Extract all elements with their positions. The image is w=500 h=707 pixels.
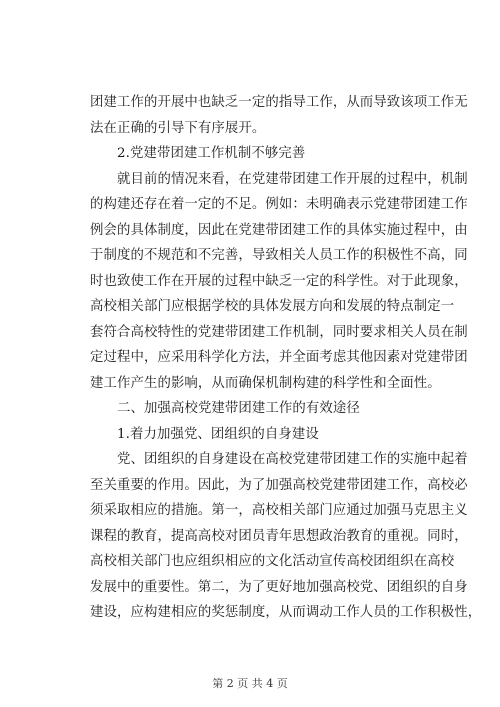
body-text-line: 例会的具体制度，因此在党建带团建工作的具体实施过程中，由: [90, 222, 468, 238]
paragraph-first-line: 就目前的情况来看，在党建带团建工作开展的过程中，机制: [117, 171, 468, 187]
body-text-line: 建工作产生的影响，从而确保机制构建的科学性和全面性。: [90, 375, 441, 391]
body-text-line: 套符合高校特性的党建带团建工作机制，同时要求相关人员在制: [90, 324, 468, 340]
chapter-heading: 二、加强高校党建带团建工作的有效途径: [117, 401, 360, 416]
body-text-line: 建设，应构建相应的奖惩制度，从而调动工作人员的工作积极性，: [90, 605, 482, 620]
body-text-line: 高校相关部门应根据学校的具体发展方向和发展的特点制定一: [90, 299, 455, 314]
section-heading: 2.党建带团建工作机制不够完善: [117, 146, 306, 161]
body-text-line: 定过程中，应采用科学化方法，并全面考虑其他因素对党建带团: [90, 350, 468, 365]
body-text-line: 于制度的不规范和不完善，导致相关人员工作的积极性不高，同: [90, 248, 468, 263]
document-body: [90, 90, 482, 626]
body-text-line: 的构建还存在着一定的不足。例如：未明确表示党建带团建工作: [90, 197, 468, 212]
body-text-line: 团建工作的开展中也缺乏一定的指导工作，从而导致该项工作无: [90, 95, 468, 110]
paragraph-first-line: 党、团组织的自身建设在高校党建带团建工作的实施中起着: [117, 452, 468, 467]
body-text-line: 时也致使工作在开展的过程中缺乏一定的科学性。对于此现象，: [90, 273, 468, 289]
body-text-line: 须采取相应的措施。第一，高校相关部门应通过加强马克思主义: [90, 503, 468, 518]
body-text-line: 课程的教育，提高高校对团员青年思想政治教育的重视。同时，: [90, 528, 468, 544]
section-heading: 1.着力加强党、团组织的自身建设: [117, 426, 319, 442]
page-number-footer: 第 2 页 共 4 页: [212, 677, 288, 690]
body-text-line: 高校相关部门也应组织相应的文化活动宣传高校团组织在高校: [90, 554, 455, 569]
body-text-line: 法在正确的引导下有序展开。: [90, 120, 266, 136]
body-text-line: 至关重要的作用。因此，为了加强高校党建带团建工作，高校必: [90, 477, 468, 493]
body-text-line: 发展中的重要性。第二，为了更好地加强高校党、团组织的自身: [90, 579, 468, 595]
